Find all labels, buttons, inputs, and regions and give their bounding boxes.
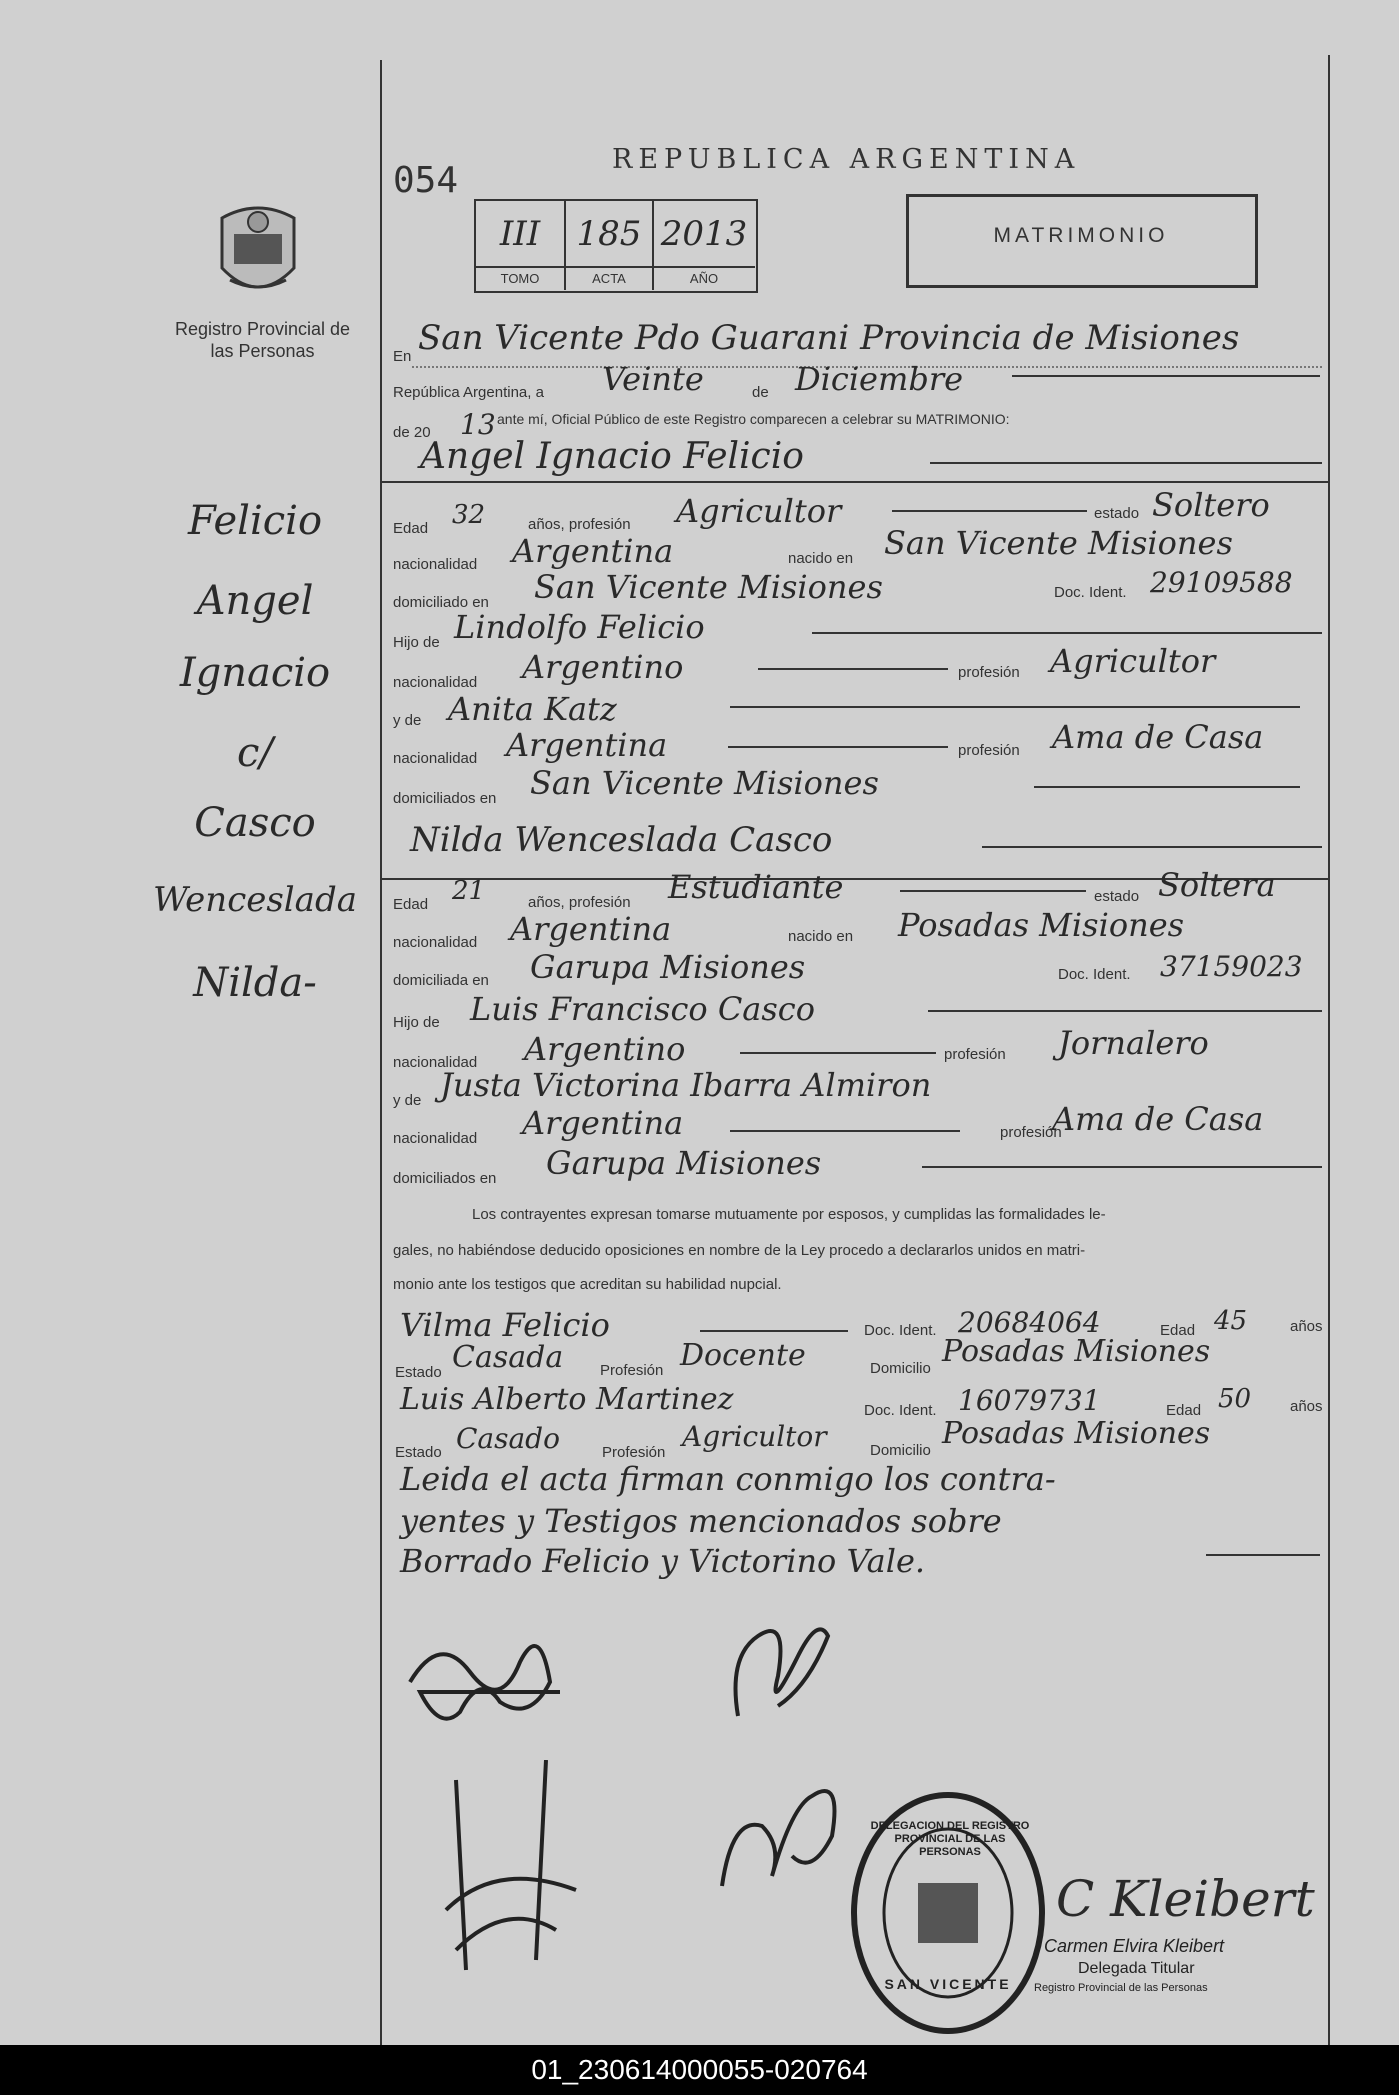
official-title: Delegada Titular: [1078, 1960, 1195, 1977]
groom-father-nat-label: nacionalidad: [393, 674, 478, 691]
margin-note-5: Casco: [194, 800, 316, 846]
republica-label: República Argentina, a: [393, 384, 544, 401]
bride-father-line: [928, 1010, 1322, 1012]
country-title: REPUBLICA ARGENTINA: [612, 144, 1081, 175]
acta-label: ACTA: [592, 271, 626, 286]
groom-domicile: San Vicente Misiones: [534, 568, 883, 606]
groom-mother-profession: Ama de Casa: [1052, 718, 1264, 756]
groom-age: 32: [452, 500, 486, 530]
closing-line-1: Leida el acta firman conmigo los contra-: [400, 1460, 1056, 1498]
stamp-ring-text: DELEGACION DEL REGISTRO PROVINCIAL DE LAS PERSONAS: [870, 1820, 1030, 1858]
bride-profession-label: años, profesión: [528, 894, 631, 911]
bride-mother: Justa Victorina Ibarra Almiron: [440, 1066, 932, 1104]
bride-parents-dom-line: [922, 1166, 1322, 1168]
witness1-age-label: Edad: [1160, 1322, 1196, 1339]
witness1-status: Casada: [452, 1340, 564, 1375]
month-line: [1012, 375, 1320, 377]
groom-parents-domicile: San Vicente Misiones: [530, 764, 879, 802]
groom-name: Angel Ignacio Felicio: [420, 436, 804, 477]
bride-mother-profession: Ama de Casa: [1052, 1100, 1264, 1138]
bride-mother-prof-label: profesión: [1000, 1124, 1062, 1141]
margin-note-7: Nilda-: [193, 960, 317, 1006]
bride-mother-label: y de: [393, 1092, 422, 1109]
bride-nationality: Argentina: [510, 910, 672, 948]
witness2-domicile-label: Domicilio: [870, 1442, 931, 1459]
witness2-anos-label: años: [1290, 1398, 1323, 1415]
coat-of-arms-icon: [212, 198, 304, 306]
witness2-status: Casado: [456, 1422, 560, 1455]
bride-father-nationality: Argentino: [524, 1030, 686, 1068]
official-registry: Registro Provincial de las Personas: [1034, 1982, 1208, 1994]
month-value: Diciembre: [795, 360, 964, 398]
witness1-domicile-label: Domicilio: [870, 1360, 931, 1377]
witness1-doc: 20684064: [958, 1306, 1101, 1339]
groom-status-label: estado: [1094, 505, 1140, 522]
witness1-age: 45: [1214, 1306, 1248, 1336]
witness1-name-line: [700, 1330, 848, 1332]
groom-parents-dom-label: domiciliados en: [393, 790, 497, 807]
witness2-age-label: Edad: [1166, 1402, 1202, 1419]
ano-label: AÑO: [689, 271, 719, 286]
bride-profession-line: [900, 890, 1086, 892]
tomo-value: III: [499, 214, 541, 254]
groom-mother-prof-label: profesión: [958, 742, 1020, 759]
groom-signature: [400, 1612, 570, 1742]
witness2-doc-label: Doc. Ident.: [864, 1402, 937, 1419]
place-value: San Vicente Pdo Guarani Provincia de Misiones: [418, 318, 1240, 358]
groom-born-in: San Vicente Misiones: [884, 524, 1233, 562]
intro-text: ante mí, Oficial Público de este Registro comparecen a celebrar su MATRIMONIO:: [497, 411, 1010, 427]
act-type: MATRIMONIO: [993, 224, 1169, 247]
declaration-line-1: Los contrayentes expresan tomarse mutuamente por esposos, y cumplidas las formalidades le-: [472, 1206, 1106, 1223]
witness1-status-label: Estado: [395, 1364, 442, 1381]
witness1-prof-label: Profesión: [600, 1362, 664, 1379]
bride-mother-nationality: Argentina: [522, 1104, 684, 1142]
groom-father-label: Hijo de: [393, 634, 440, 651]
declaration-line-2: gales, no habiéndose deducido oposiciones en nombre de la Ley procedo a declararlos unidos en matri-: [393, 1242, 1086, 1259]
witness2-name: Luis Alberto Martinez: [400, 1382, 734, 1417]
groom-age-label: Edad: [393, 520, 429, 537]
tomo-label: TOMO: [500, 271, 540, 286]
bride-born-label: nacido en: [788, 928, 854, 945]
bride-father-label: Hijo de: [393, 1014, 440, 1031]
groom-mother-label: y de: [393, 712, 422, 729]
bride-domicile: Garupa Misiones: [530, 948, 806, 986]
witness1-signature: [436, 1760, 596, 1980]
groom-mother-nationality: Argentina: [506, 726, 668, 764]
groom-born-label: nacido en: [788, 550, 854, 567]
groom-nationality: Argentina: [512, 532, 674, 570]
bride-parents-dom-label: domiciliados en: [393, 1170, 497, 1187]
groom-mother: Anita Katz: [448, 690, 617, 728]
bride-name-line: [982, 846, 1322, 848]
closing-line-3: Borrado Felicio y Victorino Vale.: [400, 1542, 926, 1580]
margin-note-2: Angel: [196, 578, 314, 624]
groom-profession-line: [892, 510, 1087, 512]
bride-status: Soltera: [1158, 866, 1276, 904]
witness2-domicile: Posadas Misiones: [942, 1416, 1211, 1451]
year-prefix: de 20: [393, 424, 431, 441]
en-label: En: [393, 348, 412, 365]
bride-status-label: estado: [1094, 888, 1140, 905]
groom-mother-line: [730, 706, 1300, 708]
declaration-line-3: monio ante los testigos que acreditan su habilidad nupcial.: [393, 1276, 782, 1293]
margin-note-3: Ignacio: [179, 650, 331, 696]
groom-mother-nat-line: [728, 746, 948, 748]
bride-profession: Estudiante: [668, 868, 844, 906]
bride-parents-domicile: Garupa Misiones: [546, 1144, 822, 1182]
stamp-bottom-text: SAN VICENTE: [884, 1976, 1012, 1992]
margin-note-6: Wenceslada: [153, 880, 357, 920]
bride-doc-label: Doc. Ident.: [1058, 966, 1131, 983]
witness2-age: 50: [1218, 1384, 1252, 1414]
bride-father-profession: Jornalero: [1058, 1024, 1209, 1062]
groom-status: Soltero: [1152, 486, 1270, 524]
witness1-anos-label: años: [1290, 1318, 1323, 1335]
bride-father: Luis Francisco Casco: [470, 990, 815, 1028]
ano-value: 2013: [660, 214, 748, 254]
registry-name: Registro Provincial de las Personas: [174, 319, 351, 361]
left-margin-rule: [380, 60, 382, 2045]
witness1-domicile: Posadas Misiones: [942, 1334, 1211, 1369]
bride-doc: 37159023: [1160, 950, 1303, 983]
bride-mother-nat-label: nacionalidad: [393, 1130, 478, 1147]
bride-age: 21: [452, 876, 486, 906]
groom-father-line: [812, 632, 1322, 634]
groom-profession: Agricultor: [676, 492, 842, 530]
witness2-profession: Agricultor: [682, 1420, 827, 1453]
groom-doc: 29109588: [1150, 566, 1293, 599]
document-number: 054: [393, 160, 459, 201]
groom-nationality-label: nacionalidad: [393, 556, 478, 573]
official-name: Carmen Elvira Kleibert: [1044, 1936, 1225, 1956]
official-signature: C Kleibert: [1056, 1870, 1315, 1928]
bride-age-label: Edad: [393, 896, 429, 913]
groom-profession-label: años, profesión: [528, 516, 631, 533]
day-value: Veinte: [602, 360, 704, 398]
de-label: de: [752, 384, 769, 401]
groom-parents-dom-line: [1034, 786, 1300, 788]
bride-name: Nilda Wenceslada Casco: [410, 820, 833, 860]
witness1-profession: Docente: [680, 1338, 806, 1373]
witness1-name: Vilma Felicio: [400, 1306, 610, 1344]
bride-signature: [718, 1596, 838, 1736]
witness2-signature: [702, 1756, 852, 1906]
groom-section-rule: [382, 481, 1328, 483]
bride-mother-nat-line: [730, 1130, 960, 1132]
groom-father-prof-label: profesión: [958, 664, 1020, 681]
bride-born-in: Posadas Misiones: [898, 906, 1185, 944]
groom-father-nationality: Argentino: [522, 648, 684, 686]
acta-value: 185: [576, 214, 642, 254]
bride-father-nat-line: [740, 1052, 936, 1054]
table-divider-row: [475, 266, 755, 268]
witness1-doc-label: Doc. Ident.: [864, 1322, 937, 1339]
groom-domicile-label: domiciliado en: [393, 594, 489, 611]
groom-doc-label: Doc. Ident.: [1054, 584, 1127, 601]
groom-name-line: [930, 462, 1322, 464]
bride-nationality-label: nacionalidad: [393, 934, 478, 951]
margin-note-1: Felicio: [187, 498, 323, 544]
witness2-prof-label: Profesión: [602, 1444, 666, 1461]
witness2-status-label: Estado: [395, 1444, 442, 1461]
scan-id-footer: 01_230614000055-020764: [0, 2045, 1399, 2095]
closing-line-2: yentes y Testigos mencionados sobre: [400, 1502, 1002, 1540]
bride-father-nat-label: nacionalidad: [393, 1054, 478, 1071]
bride-father-prof-label: profesión: [944, 1046, 1006, 1063]
witness2-doc: 16079731: [958, 1384, 1101, 1417]
groom-father-profession: Agricultor: [1050, 642, 1216, 680]
bride-domicile-label: domiciliada en: [393, 972, 489, 989]
groom-mother-nat-label: nacionalidad: [393, 750, 478, 767]
year-value: 13: [460, 408, 496, 441]
margin-note-4: c/: [237, 730, 273, 776]
groom-father-nat-line: [758, 668, 948, 670]
groom-father: Lindolfo Felicio: [454, 608, 705, 646]
closing-end-line: [1206, 1554, 1320, 1556]
right-margin-rule: [1328, 55, 1330, 2045]
